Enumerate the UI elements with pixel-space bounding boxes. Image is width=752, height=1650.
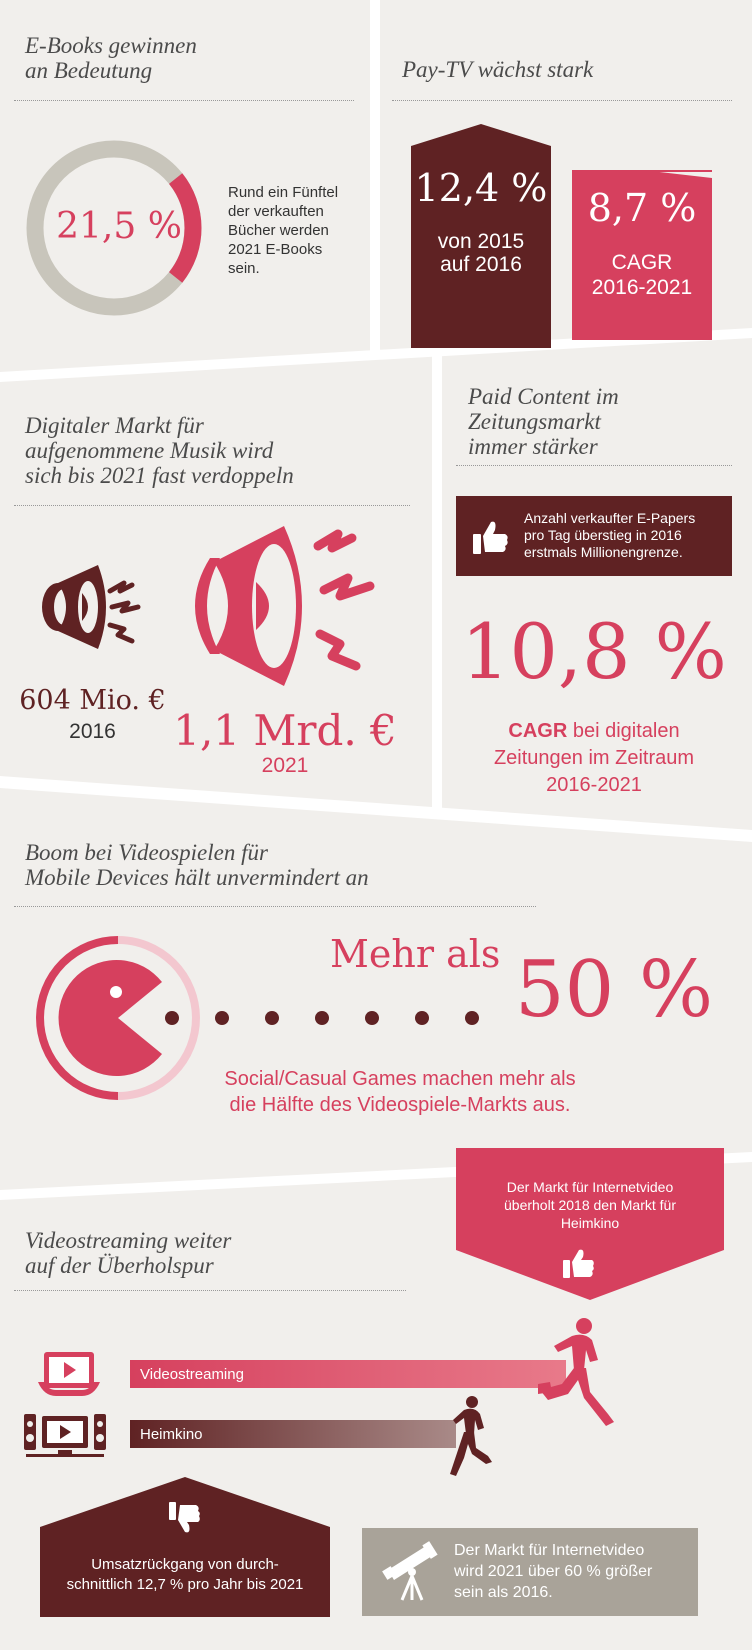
games-text: Social/Casual Games machen mehr als die Hälfte des Videospiele-Markts aus. bbox=[224, 1068, 576, 1116]
paytv-box2-value: 8,7 % bbox=[587, 186, 697, 230]
music-small-value: 604 Mio. € bbox=[19, 685, 166, 716]
paytv-title: Pay-TV wächst stark bbox=[402, 57, 594, 82]
paid-title: Paid Content im Zeitungsmarkt immer stärker bbox=[468, 384, 619, 459]
paid-callout-text: Anzahl verkaufter E-Papers pro Tag überstieg in 2016 erstmals Millionengrenze. bbox=[524, 510, 696, 560]
streaming-divider bbox=[14, 1290, 406, 1291]
telescope-icon bbox=[382, 1542, 442, 1602]
paytv-divider bbox=[392, 100, 732, 101]
callout-left-text: Umsatzrückgang von durch- schnittlich 12,7 % pro Jahr bis 2021 bbox=[66, 1556, 304, 1593]
music-title: Digitaler Markt für aufgenommene Musik wird sich bis 2021 fast verdoppeln bbox=[25, 413, 294, 488]
ebooks-value: 21,5 % bbox=[56, 206, 182, 247]
paid-cagr-bold: CAGR bbox=[508, 720, 568, 742]
music-big-year: 2021 bbox=[261, 754, 309, 777]
tablet-play-icon bbox=[38, 1352, 100, 1398]
ebooks-text: Rund ein Fünftel der verkauften Bücher werden 2021 E-Books sein. bbox=[228, 184, 339, 277]
paid-cagr-text: Zeitungen im Zeitraum 2016-2021 bbox=[493, 747, 695, 796]
callout-right-text: Der Markt für Internetvideo wird 2021 über 60 % größer sein als 2016. bbox=[454, 1542, 653, 1601]
callout-top-text: Der Markt für Internetvideo überholt 2018 den Markt für Heimkino bbox=[504, 1179, 676, 1231]
ebooks-divider bbox=[14, 100, 354, 101]
ebooks-title: E-Books gewinnen an Bedeutung bbox=[25, 33, 197, 83]
paytv-box1-value: 12,4 % bbox=[414, 166, 548, 210]
paid-cagr-rest: bei digitalen bbox=[567, 720, 680, 742]
paid-cagr-line1 bbox=[446, 718, 742, 745]
music-small-year: 2016 bbox=[69, 720, 116, 743]
callout-left-shape bbox=[40, 1477, 330, 1617]
paid-value: 10,8 % bbox=[461, 607, 727, 696]
paytv-box2-text: CAGR 2016-2021 bbox=[591, 251, 693, 299]
speaker-large-icon bbox=[180, 526, 390, 686]
streaming-title: Videostreaming weiter auf der Überholspur bbox=[25, 1228, 232, 1278]
music-big-value: 1,1 Mrd. € bbox=[173, 706, 397, 755]
games-prefix: Mehr als bbox=[330, 932, 501, 976]
thumbs-up-icon bbox=[561, 1246, 597, 1282]
paytv-box1-text: von 2015 auf 2016 bbox=[437, 230, 525, 276]
thumbs-up-icon bbox=[471, 518, 511, 558]
runner-icon bbox=[444, 1396, 500, 1480]
thumbs-down-icon bbox=[167, 1500, 203, 1536]
dots-trail bbox=[160, 1008, 480, 1028]
games-divider bbox=[14, 906, 536, 907]
home-cinema-icon bbox=[24, 1412, 106, 1458]
music-divider bbox=[14, 505, 410, 506]
bar-videostreaming-label: Videostreaming bbox=[140, 1366, 244, 1383]
runner-icon bbox=[528, 1318, 618, 1438]
games-title: Boom bei Videospielen für Mobile Devices hält unvermindert an bbox=[25, 840, 369, 890]
bar-heimkino-label: Heimkino bbox=[140, 1426, 203, 1443]
speaker-icon bbox=[40, 565, 150, 655]
games-value: 50 % bbox=[515, 945, 714, 1035]
paid-divider bbox=[456, 465, 732, 466]
